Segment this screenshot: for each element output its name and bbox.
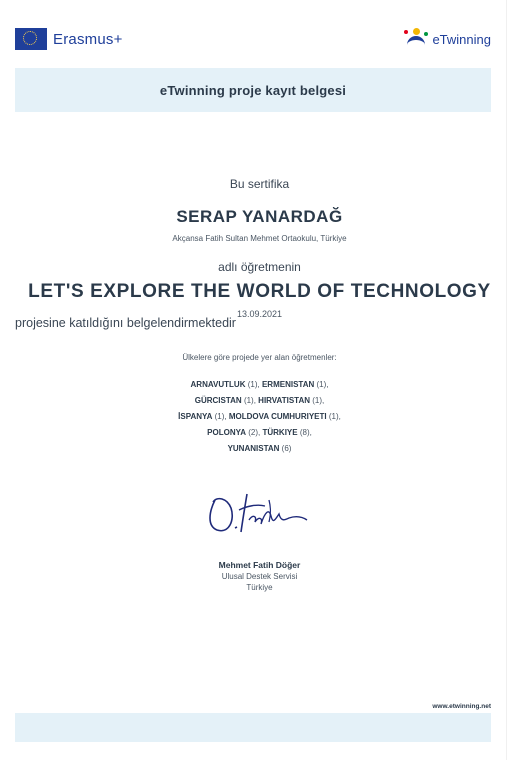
country-count: (1), xyxy=(328,412,341,421)
country-count: (2), xyxy=(248,428,261,437)
etwinning-label: eTwinning xyxy=(432,31,491,47)
country-name: YUNANISTAN xyxy=(227,444,280,453)
countries-line xyxy=(0,441,519,457)
signer-role: Ulusal Destek Servisi xyxy=(221,572,298,581)
countries-line xyxy=(0,393,519,409)
etwinning-logo xyxy=(404,26,491,52)
signer-name: Mehmet Fatih Döğer xyxy=(218,560,301,570)
country-name: HIRVATISTAN xyxy=(258,396,311,405)
country-name: MOLDOVA CUMHURIYETI xyxy=(228,412,327,421)
certificate-title: eTwinning proje kayıt belgesi xyxy=(159,82,347,98)
countries-line xyxy=(0,377,519,393)
country-count: (1), xyxy=(312,396,325,405)
erasmus-logo xyxy=(15,28,123,50)
country-name: GÜRCISTAN xyxy=(194,396,242,405)
teacher-name: SERAP YANARDAĞ xyxy=(176,207,343,226)
country-count: (6) xyxy=(281,444,292,453)
countries-line xyxy=(0,409,519,425)
registration-date: 13.09.2021 xyxy=(236,309,283,319)
title-band xyxy=(15,68,491,112)
country-name: İSPANYA xyxy=(178,412,213,421)
signature-image xyxy=(205,490,315,540)
country-count: (8), xyxy=(299,428,312,437)
etwinning-figure-icon xyxy=(404,26,430,52)
country-count: (1), xyxy=(214,412,227,421)
country-name: ERMENISTAN xyxy=(261,380,315,389)
country-count: (1), xyxy=(247,380,260,389)
countries-line xyxy=(0,425,519,441)
countries-title: Ülkelere göre projede yer alan öğretmenler: xyxy=(182,353,337,362)
countries-list xyxy=(0,377,519,457)
country-count: (1), xyxy=(243,396,256,405)
country-count: (1), xyxy=(316,380,329,389)
country-name: POLONYA xyxy=(207,428,246,437)
country-name: ARNAVUTLUK xyxy=(190,380,246,389)
erasmus-label: Erasmus+ xyxy=(53,30,123,48)
certificate-description: projesine katıldığını belgelendirmektedir xyxy=(15,316,236,330)
signer-country: Türkiye xyxy=(246,583,273,592)
country-name: TÜRKIYE xyxy=(262,428,298,437)
project-title: LET'S EXPLORE THE WORLD OF TECHNOLOGY xyxy=(28,281,491,302)
eu-flag-icon xyxy=(15,28,47,50)
school-name: Akçansa Fatih Sultan Mehmet Ortaokulu, Türkiye xyxy=(172,234,347,243)
website-link[interactable]: www.etwinning.net xyxy=(432,703,491,710)
certificate-intro: Bu sertifika xyxy=(229,177,290,191)
teacher-line: adlı öğretmenin xyxy=(218,260,301,274)
footer-band xyxy=(15,713,491,742)
